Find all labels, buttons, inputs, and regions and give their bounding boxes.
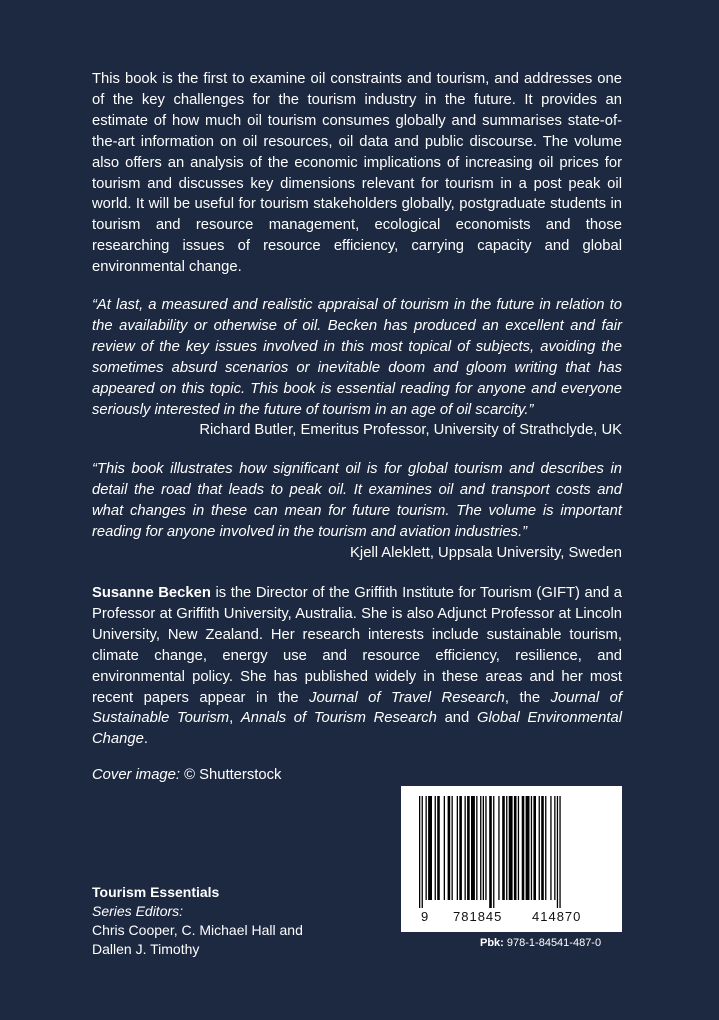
endorsement-quote-1 bbox=[92, 295, 622, 420]
cover-image-credit bbox=[92, 765, 281, 786]
barcode-bar bbox=[437, 796, 440, 900]
barcode-bar bbox=[493, 796, 494, 908]
barcode-bar bbox=[506, 796, 507, 900]
series-editors-line: Chris Cooper, C. Michael Hall and bbox=[92, 922, 303, 938]
author-bio-text: Susanne Becken is the Director of the Griffith Institute for Tourism (GIFT) and a Professor at Griffith University, Australia. She is also Adjunct Professor at Lincoln University, New Zealand. Her research interests include sustainable tourism, climate change, energy use and resource efficiency, resilience, and environmental policy. She has published widely in these areas and her most recent papers appear in the Journal of Travel Research, the Journal of Sustainable Tourism, Annals of Tourism Research and Global Environmental Change. bbox=[92, 585, 622, 748]
isbn-line bbox=[480, 937, 601, 949]
quote-text: “At last, a measured and realistic appraisal of tourism in the future in relation to the availability or otherwise of oil. Becken has produced an excellent and fair review of the key issues involved in this most topical of subjects, avoiding the sometimes absurd scenarios or inevitable doom and gloom writing that has appeared on this topic. This book is essential reading for anyone and everyone seriously interested in the future of tourism in an age of oil scarcity.” bbox=[92, 297, 622, 418]
barcode-bars bbox=[415, 796, 608, 908]
barcode-bar bbox=[531, 796, 532, 900]
barcode-bar bbox=[444, 796, 445, 900]
barcode-bar bbox=[426, 796, 427, 900]
quote-attribution-1: Richard Butler, Emeritus Professor, University of Strathclyde, UK bbox=[199, 422, 622, 438]
barcode-bar bbox=[435, 796, 436, 900]
barcode-bar bbox=[476, 796, 477, 900]
barcode-bar bbox=[550, 796, 551, 900]
barcode-bar bbox=[545, 796, 546, 900]
barcode-bar bbox=[518, 796, 519, 900]
series-editors-line: Dallen J. Timothy bbox=[92, 941, 200, 957]
barcode-bar bbox=[419, 796, 420, 908]
barcode-bar bbox=[554, 796, 555, 900]
series-title: Tourism Essentials bbox=[92, 884, 220, 900]
barcode-bar bbox=[452, 796, 453, 900]
barcode-bar bbox=[502, 796, 505, 900]
barcode-bar bbox=[509, 796, 513, 900]
barcode-bar bbox=[533, 796, 536, 900]
barcode-bar bbox=[526, 796, 530, 900]
barcode-bar bbox=[485, 796, 486, 900]
barcode-bar bbox=[539, 796, 540, 900]
barcode-bar bbox=[498, 796, 499, 900]
barcode-digit-first: 9 bbox=[421, 909, 429, 924]
barcode-digits-right: 414870 bbox=[532, 909, 582, 924]
journal-title: Journal of Sustainable Tourism bbox=[92, 689, 622, 727]
barcode-bar bbox=[514, 796, 517, 900]
barcode-bar bbox=[459, 796, 462, 900]
barcode-bar bbox=[422, 796, 423, 908]
quote-attribution-2: Kjell Aleklett, Uppsala University, Sweden bbox=[350, 545, 622, 561]
endorsement-quote-2 bbox=[92, 459, 622, 543]
series-info bbox=[92, 883, 303, 959]
isbn-label: Pbk: bbox=[480, 937, 504, 949]
barcode-bar bbox=[457, 796, 458, 900]
journal-title: Global Environmental Change bbox=[92, 710, 622, 748]
barcode-bar bbox=[541, 796, 544, 900]
barcode-bar bbox=[483, 796, 484, 900]
barcode-bar bbox=[480, 796, 481, 900]
barcode-bar bbox=[465, 796, 466, 900]
book-description bbox=[92, 69, 622, 278]
barcode-bar bbox=[522, 796, 525, 900]
barcode-bar bbox=[467, 796, 470, 900]
author-name: Susanne Becken bbox=[92, 585, 211, 601]
isbn-barcode bbox=[401, 786, 622, 932]
barcode-bar bbox=[471, 796, 475, 900]
journal-title: Journal of Travel Research bbox=[309, 689, 505, 706]
barcode-digits-left: 781845 bbox=[453, 909, 503, 924]
barcode-bar bbox=[428, 796, 432, 900]
series-editors-label: Series Editors: bbox=[92, 903, 184, 919]
isbn-value: 978-1-84541-487-0 bbox=[506, 937, 602, 949]
author-bio bbox=[92, 583, 622, 750]
credit-value: © Shutterstock bbox=[180, 767, 282, 783]
barcode-bar bbox=[489, 796, 492, 908]
barcode-bar bbox=[559, 796, 560, 908]
barcode-bar bbox=[448, 796, 451, 900]
barcode-bar bbox=[557, 796, 558, 908]
credit-label: Cover image: bbox=[92, 767, 180, 783]
quote-text: “This book illustrates how significant oil is for global tourism and describes in detail the road that leads to peak oil. It examines oil and transport costs and what changes in these can mean for future tourism. The volume is important reading for anyone involved in the tourism and aviation industries.” bbox=[92, 461, 622, 540]
journal-title: Annals of Tourism Research bbox=[240, 710, 437, 727]
description-text: This book is the first to examine oil constraints and tourism, and addresses one of the key challenges for the tourism industry in the future. It provides an estimate of how much oil tourism consumes globally and summarises state-of-the-art information on oil resources, oil data and public discourse. The volume also offers an analysis of the economic implications of increasing oil prices for tourism and discusses key dimensions relevant for tourism in a post peak oil world. It will be useful for tourism stakeholders globally, postgraduate students in tourism and resource management, ecological economists and those researching issues of resource efficiency, carrying capacity and global environmental change. bbox=[92, 71, 622, 276]
